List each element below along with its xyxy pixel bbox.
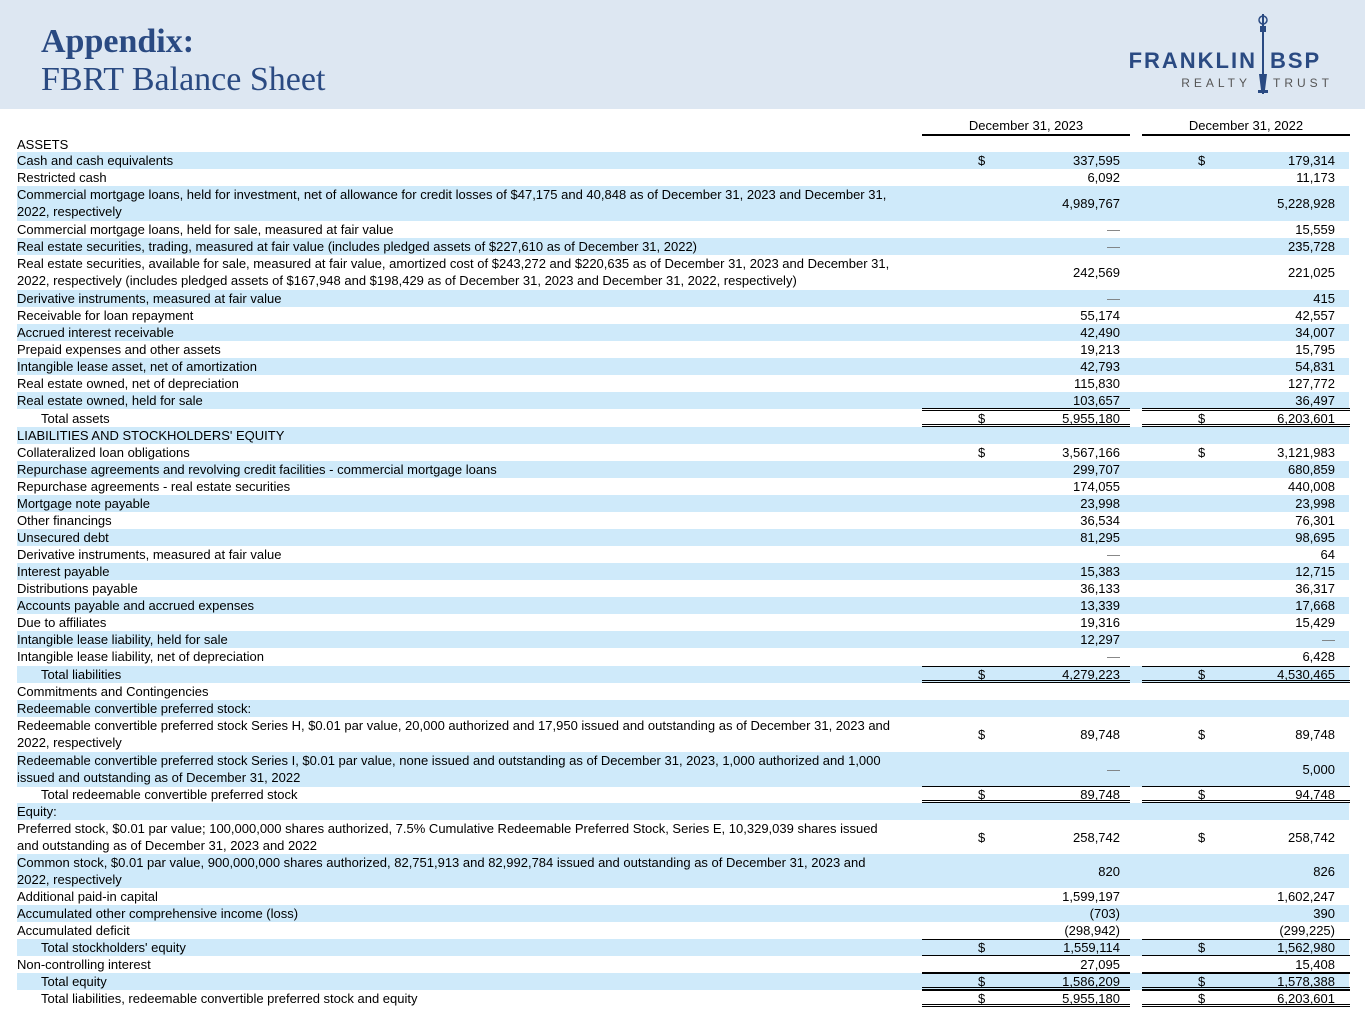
dollar-sign-2023 — [978, 324, 990, 341]
logo-tagline-realty: REALTY — [1181, 76, 1251, 90]
table-row — [17, 973, 1349, 990]
value-2023: 258,742 — [1073, 829, 1120, 845]
table-row — [17, 478, 1349, 495]
value-2023: (703) — [1089, 906, 1120, 921]
value-2023: 174,055 — [1073, 479, 1120, 494]
dollar-sign-2023 — [978, 461, 990, 478]
value-2023: 5,955,180 — [1062, 991, 1120, 1006]
dollar-sign-2023 — [978, 495, 990, 512]
dollar-sign-2022 — [1198, 803, 1210, 820]
dollar-sign-2023 — [978, 136, 990, 153]
row-label: Real estate owned, held for sale — [17, 393, 203, 408]
dollar-sign-2023: $ — [978, 991, 986, 1006]
row-label: Accumulated deficit — [17, 923, 130, 938]
row-label: Equity: — [17, 804, 57, 819]
table-row — [17, 700, 1349, 717]
dollar-sign-2023 — [978, 512, 990, 529]
value-2022: 415 — [1313, 291, 1335, 306]
dollar-sign-2022 — [1198, 956, 1210, 973]
dollar-sign-2023 — [978, 392, 990, 409]
value-2023: 4,989,767 — [1062, 196, 1120, 211]
value-2022: 12,715 — [1295, 564, 1335, 579]
value-2023 — [1017, 803, 1120, 820]
row-label: Commercial mortgage loans, held for investment, net of allowance for credit losses of $47,175 and 40,848 as of December 31, 2023 and December 31, 2022, respectively — [17, 187, 887, 219]
row-label: Redeemable convertible preferred stock: — [17, 701, 252, 716]
dollar-sign-2022 — [1198, 169, 1210, 186]
row-label: Non-controlling interest — [17, 957, 151, 972]
logo-word-franklin: FRANKLIN — [1128, 48, 1257, 73]
row-label: Preferred stock, $0.01 par value; 100,000,000 shares authorized, 7.5% Cumulative Redeemable Preferred Stock, Series E, 10,329,039 shares issued and outstanding as of December 31, 2023 and 2022 — [17, 821, 878, 853]
value-2023: 19,213 — [1080, 342, 1120, 357]
dollar-sign-2022 — [1198, 186, 1210, 221]
dollar-sign-2023 — [978, 683, 990, 700]
value-2022: 3,121,983 — [1277, 445, 1335, 460]
value-2023: 13,339 — [1080, 598, 1120, 613]
value-2023: 55,174 — [1080, 308, 1120, 323]
value-2022: 6,203,601 — [1277, 991, 1335, 1006]
table-row — [17, 169, 1349, 186]
value-2022: 390 — [1313, 906, 1335, 921]
row-label: Cash and cash equivalents — [17, 153, 174, 168]
dollar-sign-2022 — [1198, 529, 1210, 546]
row-label: Real estate securities, available for sale, measured at fair value, amortized cost of $243,272 and $220,635 as of December 31, 2023 and December 31, 2022, respectively (includes pledged assets of $167,948 and $198,429 as of December 31, 2023 and December 31, 2022, respectively) — [17, 256, 890, 288]
dollar-sign-2022 — [1198, 290, 1210, 307]
table-row — [17, 939, 1349, 956]
table-row — [17, 186, 1349, 221]
dollar-sign-2022 — [1198, 221, 1210, 238]
dollar-sign-2023 — [978, 597, 990, 614]
column-header-2022: December 31, 2022 — [1142, 118, 1350, 136]
value-2023: 299,707 — [1073, 462, 1120, 477]
dollar-sign-2023 — [978, 854, 990, 888]
value-2023: 42,793 — [1080, 359, 1120, 374]
table-row — [17, 631, 1349, 648]
value-2023: 1,599,197 — [1062, 889, 1120, 904]
page-subtitle: FBRT Balance Sheet — [41, 61, 326, 98]
table-row — [17, 614, 1349, 631]
dollar-sign-2023 — [978, 238, 990, 255]
dollar-sign-2023 — [978, 563, 990, 580]
dollar-sign-2022 — [1198, 597, 1210, 614]
value-2022: 34,007 — [1295, 325, 1335, 340]
table-row — [17, 717, 1349, 752]
table-row — [17, 512, 1349, 529]
value-2023 — [1017, 427, 1120, 444]
row-label: Accumulated other comprehensive income (loss) — [17, 906, 299, 921]
dollar-sign-2023: $ — [978, 445, 986, 460]
value-2022 — [1238, 683, 1335, 700]
dollar-sign-2022 — [1198, 563, 1210, 580]
table-row — [17, 427, 1349, 444]
table-row — [17, 255, 1349, 290]
table-row — [17, 888, 1349, 905]
dollar-sign-2022 — [1198, 648, 1210, 665]
value-2023: 1,559,114 — [1063, 940, 1120, 955]
value-2022 — [1238, 136, 1335, 153]
value-2022: 42,557 — [1295, 308, 1335, 323]
dollar-sign-2023 — [978, 922, 990, 939]
row-label: LIABILITIES AND STOCKHOLDERS' EQUITY — [17, 428, 285, 443]
table-row — [17, 820, 1349, 854]
dollar-sign-2022 — [1198, 136, 1210, 153]
value-2023: 820 — [1098, 863, 1120, 879]
dollar-sign-2023 — [978, 427, 990, 444]
table-row — [17, 221, 1349, 238]
table-row — [17, 563, 1349, 580]
dollar-sign-2023 — [978, 752, 990, 787]
value-2023: — — [1107, 239, 1120, 254]
table-row — [17, 905, 1349, 922]
dollar-sign-2023: $ — [978, 667, 986, 682]
table-row — [17, 648, 1349, 665]
value-2022: 36,317 — [1295, 581, 1335, 596]
row-label: Total assets — [41, 411, 110, 426]
value-2022: 54,831 — [1295, 359, 1335, 374]
value-2022: 6,428 — [1302, 649, 1335, 664]
value-2023: 5,955,180 — [1062, 411, 1120, 426]
value-2022 — [1238, 803, 1335, 820]
value-2022: 23,998 — [1295, 496, 1335, 511]
dollar-sign-2022 — [1198, 905, 1210, 922]
table-row — [17, 324, 1349, 341]
row-label: Commercial mortgage loans, held for sale, measured at fair value — [17, 222, 394, 237]
value-2022: — — [1322, 632, 1335, 647]
table-row — [17, 410, 1349, 427]
row-label: Prepaid expenses and other assets — [17, 342, 221, 357]
dollar-sign-2022 — [1198, 478, 1210, 495]
franklin-bsp-logo — [1080, 10, 1360, 100]
table-row — [17, 238, 1349, 255]
value-2022: 89,748 — [1295, 727, 1335, 742]
value-2023: 115,830 — [1073, 376, 1120, 391]
value-2022: 15,795 — [1295, 342, 1335, 357]
dollar-sign-2023 — [978, 341, 990, 358]
dollar-sign-2022 — [1198, 255, 1210, 290]
value-2022: 440,008 — [1288, 479, 1335, 494]
dollar-sign-2023: $ — [978, 829, 986, 845]
lamp-post-icon — [1258, 14, 1268, 94]
dollar-sign-2022 — [1198, 631, 1210, 648]
table-row — [17, 956, 1349, 973]
dollar-sign-2023 — [978, 888, 990, 905]
value-2023: — — [1107, 222, 1120, 237]
value-2022: 1,602,247 — [1277, 889, 1335, 904]
row-label: Collateralized loan obligations — [17, 445, 190, 460]
dollar-sign-2022 — [1198, 614, 1210, 631]
table-row — [17, 461, 1349, 478]
header-band — [0, 0, 1365, 109]
dollar-sign-2022 — [1198, 392, 1210, 409]
value-2023: (298,942) — [1064, 923, 1120, 938]
row-label: Intangible lease asset, net of amortization — [17, 359, 257, 374]
value-2022: 76,301 — [1295, 513, 1335, 528]
row-label: Intangible lease liability, held for sale — [17, 632, 228, 647]
table-row — [17, 495, 1349, 512]
value-2023: 3,567,166 — [1062, 445, 1120, 460]
dollar-sign-2023 — [978, 529, 990, 546]
dollar-sign-2022 — [1198, 427, 1210, 444]
dollar-sign-2022: $ — [1198, 727, 1206, 742]
value-2023 — [1017, 136, 1120, 153]
table-row — [17, 752, 1349, 787]
value-2022: (299,225) — [1279, 923, 1335, 938]
dollar-sign-2022 — [1198, 307, 1210, 324]
row-label: Accrued interest receivable — [17, 325, 174, 340]
value-2022: 1,562,980 — [1277, 940, 1335, 955]
value-2022 — [1238, 700, 1335, 717]
value-2023 — [1017, 700, 1120, 717]
dollar-sign-2022 — [1198, 358, 1210, 375]
row-label: Unsecured debt — [17, 530, 109, 545]
row-label: Repurchase agreements - real estate securities — [17, 479, 291, 494]
row-label: Distributions payable — [17, 581, 138, 596]
value-2022: 826 — [1313, 863, 1335, 879]
row-label: Repurchase agreements and revolving credit facilities - commercial mortgage loans — [17, 462, 497, 477]
value-2023: 6,092 — [1087, 170, 1120, 185]
table-row — [17, 375, 1349, 392]
dollar-sign-2023: $ — [978, 940, 986, 955]
table-row — [17, 444, 1349, 461]
value-2023: 19,316 — [1080, 615, 1120, 630]
row-label: Redeemable convertible preferred stock Series H, $0.01 par value, 20,000 authorized and 17,950 issued and outstanding as of December 31, 2023 and 2022, respectively — [17, 718, 891, 750]
row-label: Total liabilities, redeemable convertible preferred stock and equity — [41, 991, 418, 1006]
table-row — [17, 307, 1349, 324]
value-2022: 98,695 — [1295, 530, 1335, 545]
dollar-sign-2022 — [1198, 700, 1210, 717]
table-row — [17, 152, 1349, 169]
value-2023: 1,586,209 — [1062, 974, 1120, 989]
row-label: Restricted cash — [17, 170, 107, 185]
table-row — [17, 922, 1349, 939]
value-2022: 258,742 — [1288, 829, 1335, 845]
dollar-sign-2023: $ — [978, 411, 986, 426]
dollar-sign-2023 — [978, 631, 990, 648]
value-2022: 94,748 — [1295, 787, 1335, 802]
value-2022: 4,530,465 — [1277, 667, 1335, 682]
dollar-sign-2022 — [1198, 752, 1210, 787]
row-label: Mortgage note payable — [17, 496, 150, 511]
table-row — [17, 341, 1349, 358]
table-row — [17, 358, 1349, 375]
dollar-sign-2022 — [1198, 922, 1210, 939]
dollar-sign-2023 — [978, 546, 990, 563]
row-label: Total equity — [41, 974, 107, 989]
value-2023 — [1017, 683, 1120, 700]
dollar-sign-2022 — [1198, 375, 1210, 392]
table-row — [17, 803, 1349, 820]
dollar-sign-2022 — [1198, 324, 1210, 341]
page-title: Appendix: — [41, 23, 195, 60]
dollar-sign-2023 — [978, 614, 990, 631]
dollar-sign-2022 — [1198, 854, 1210, 888]
dollar-sign-2022 — [1198, 512, 1210, 529]
row-label: Total redeemable convertible preferred stock — [41, 787, 298, 802]
dollar-sign-2022: $ — [1198, 153, 1206, 168]
dollar-sign-2022: $ — [1198, 787, 1206, 802]
value-2022: 235,728 — [1288, 239, 1335, 254]
row-label: Due to affiliates — [17, 615, 107, 630]
dollar-sign-2023 — [978, 169, 990, 186]
value-2023: 27,095 — [1080, 957, 1120, 972]
dollar-sign-2023 — [978, 700, 990, 717]
table-row — [17, 580, 1349, 597]
dollar-sign-2023: $ — [978, 974, 986, 989]
dollar-sign-2022 — [1198, 495, 1210, 512]
value-2022: 64 — [1320, 547, 1335, 562]
dollar-sign-2023 — [978, 478, 990, 495]
table-row — [17, 786, 1349, 803]
dollar-sign-2023: $ — [978, 727, 986, 742]
dollar-sign-2023 — [978, 307, 990, 324]
table-row — [17, 392, 1349, 409]
row-label: Derivative instruments, measured at fair value — [17, 291, 282, 306]
value-2022: 680,859 — [1288, 462, 1335, 477]
row-label: Accounts payable and accrued expenses — [17, 598, 255, 613]
dollar-sign-2022: $ — [1198, 940, 1206, 955]
row-label: Derivative instruments, measured at fair value — [17, 547, 282, 562]
value-2023: — — [1107, 547, 1120, 562]
row-label: Intangible lease liability, net of depreciation — [17, 649, 264, 664]
value-2023: 89,748 — [1080, 787, 1120, 802]
value-2023: — — [1107, 762, 1120, 777]
value-2022: 17,668 — [1295, 598, 1335, 613]
row-label: Total stockholders' equity — [41, 940, 186, 955]
value-2022: 1,578,388 — [1277, 974, 1335, 989]
row-label: Redeemable convertible preferred stock Series I, $0.01 par value, none issued and outstanding as of December 31, 2023, 1,000 authorized and 1,000 issued and outstanding as of December 31, 2022 — [17, 753, 881, 785]
value-2022: 15,429 — [1295, 615, 1335, 630]
row-label: Additional paid-in capital — [17, 889, 158, 904]
dollar-sign-2022: $ — [1198, 667, 1206, 682]
dollar-sign-2022 — [1198, 341, 1210, 358]
value-2022: 11,173 — [1296, 170, 1335, 185]
value-2022: 6,203,601 — [1277, 411, 1335, 426]
value-2022: 15,408 — [1295, 957, 1335, 972]
row-label: Other financings — [17, 513, 112, 528]
dollar-sign-2022 — [1198, 580, 1210, 597]
value-2023: 89,748 — [1080, 727, 1120, 742]
logo-word-bsp: BSP — [1270, 48, 1322, 73]
value-2023: 103,657 — [1073, 393, 1120, 408]
value-2023: — — [1107, 649, 1120, 664]
dollar-sign-2022: $ — [1198, 829, 1206, 845]
dollar-sign-2022: $ — [1198, 991, 1206, 1006]
value-2023: 81,295 — [1080, 530, 1120, 545]
dollar-sign-2023 — [978, 648, 990, 665]
dollar-sign-2022: $ — [1198, 974, 1206, 989]
dollar-sign-2023: $ — [978, 787, 986, 802]
row-label: Receivable for loan repayment — [17, 308, 194, 323]
table-row — [17, 683, 1349, 700]
value-2022 — [1238, 427, 1335, 444]
dollar-sign-2023: $ — [978, 153, 986, 168]
dollar-sign-2022 — [1198, 546, 1210, 563]
value-2023: 36,133 — [1080, 581, 1120, 596]
row-label: Real estate owned, net of depreciation — [17, 376, 239, 391]
dollar-sign-2023 — [978, 221, 990, 238]
dollar-sign-2023 — [978, 255, 990, 290]
value-2023: 36,534 — [1080, 513, 1120, 528]
dollar-sign-2023 — [978, 290, 990, 307]
value-2023: 242,569 — [1073, 265, 1120, 280]
value-2022: 179,314 — [1288, 153, 1335, 168]
table-row — [17, 136, 1349, 153]
dollar-sign-2023 — [978, 580, 990, 597]
dollar-sign-2022: $ — [1198, 445, 1206, 460]
value-2023: 15,383 — [1080, 564, 1120, 579]
logo-tagline-trust: TRUST — [1273, 76, 1333, 90]
table-row — [17, 854, 1349, 888]
dollar-sign-2023 — [978, 905, 990, 922]
value-2022: 127,772 — [1288, 376, 1335, 391]
row-label: Common stock, $0.01 par value, 900,000,000 shares authorized, 82,751,913 and 82,992,784 issued and outstanding as of December 31, 2023 and 2022, respectively — [17, 855, 866, 887]
value-2023: 337,595 — [1073, 153, 1120, 168]
table-row — [17, 529, 1349, 546]
value-2023: — — [1107, 291, 1120, 306]
row-label: ASSETS — [17, 137, 69, 152]
value-2022: 221,025 — [1288, 265, 1335, 280]
dollar-sign-2022 — [1198, 238, 1210, 255]
dollar-sign-2022 — [1198, 683, 1210, 700]
value-2023: 4,279,223 — [1062, 667, 1120, 682]
dollar-sign-2022: $ — [1198, 411, 1206, 426]
dollar-sign-2023 — [978, 186, 990, 221]
table-row — [17, 990, 1349, 1007]
dollar-sign-2023 — [978, 358, 990, 375]
value-2022: 5,228,928 — [1277, 196, 1335, 211]
row-label: Interest payable — [17, 564, 110, 579]
dollar-sign-2022 — [1198, 888, 1210, 905]
value-2023: 12,297 — [1080, 632, 1120, 647]
value-2022: 36,497 — [1295, 393, 1335, 408]
value-2022: 5,000 — [1302, 762, 1335, 777]
value-2023: 23,998 — [1080, 496, 1120, 511]
dollar-sign-2022 — [1198, 461, 1210, 478]
table-row — [17, 666, 1349, 683]
table-row — [17, 597, 1349, 614]
value-2022: 15,559 — [1295, 222, 1335, 237]
table-row — [17, 290, 1349, 307]
row-label: Total liabilities — [41, 667, 122, 682]
value-2023: 42,490 — [1080, 325, 1120, 340]
dollar-sign-2023 — [978, 375, 990, 392]
row-label: Real estate securities, trading, measured at fair value (includes pledged assets of $227,610 as of December 31, 2022) — [17, 239, 698, 254]
dollar-sign-2023 — [978, 956, 990, 973]
row-label: Commitments and Contingencies — [17, 684, 209, 699]
dollar-sign-2023 — [978, 803, 990, 820]
table-row — [17, 546, 1349, 563]
column-header-2023: December 31, 2023 — [922, 118, 1130, 136]
